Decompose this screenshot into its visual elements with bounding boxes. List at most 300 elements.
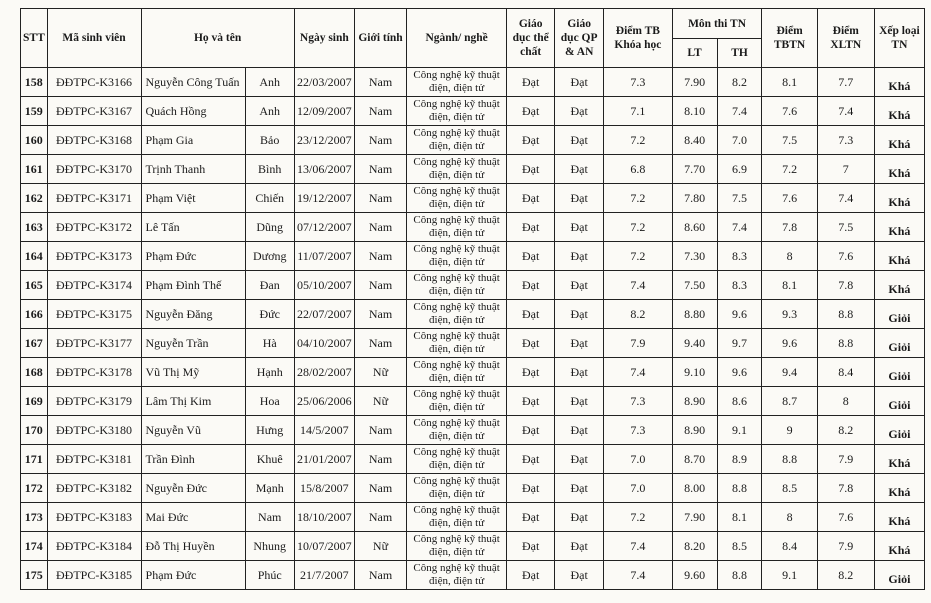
row-course-average: 7.3 — [604, 387, 672, 416]
row-rank: Khá — [874, 97, 924, 126]
row-xltn: 8.4 — [817, 358, 874, 387]
row-gender: Nam — [354, 416, 406, 445]
row-stt: 164 — [21, 242, 48, 271]
row-last-name: Nguyễn Trần — [141, 329, 245, 358]
row-student-code: ĐĐTPC-K3182 — [47, 474, 141, 503]
row-course-average: 7.9 — [604, 329, 672, 358]
row-rank: Giỏi — [874, 561, 924, 590]
row-last-name: Nguyễn Đăng — [141, 300, 245, 329]
row-major: Công nghệ kỹ thuật điện, điện tử — [407, 329, 507, 358]
row-major: Công nghệ kỹ thuật điện, điện tử — [407, 126, 507, 155]
table-row — [21, 271, 925, 300]
row-defense-education: Đạt — [555, 184, 604, 213]
row-major: Công nghệ kỹ thuật điện, điện tử — [407, 213, 507, 242]
table-row — [21, 329, 925, 358]
row-major: Công nghệ kỹ thuật điện, điện tử — [407, 155, 507, 184]
row-last-name: Phạm Đức — [141, 561, 245, 590]
table-row — [21, 97, 925, 126]
row-course-average: 7.2 — [604, 184, 672, 213]
table-row — [21, 503, 925, 532]
row-xltn: 7.8 — [817, 474, 874, 503]
row-stt: 159 — [21, 97, 48, 126]
table-row — [21, 445, 925, 474]
row-physical-education: Đạt — [507, 126, 555, 155]
row-first-name: Khuê — [245, 445, 294, 474]
row-tbtn: 7.2 — [762, 155, 817, 184]
row-first-name: Bình — [245, 155, 294, 184]
row-major: Công nghệ kỹ thuật điện, điện tử — [407, 68, 507, 97]
row-lt-score: 7.70 — [672, 155, 717, 184]
row-th-score: 7.0 — [717, 126, 762, 155]
row-stt: 172 — [21, 474, 48, 503]
table-row — [21, 155, 925, 184]
row-tbtn: 7.5 — [762, 126, 817, 155]
row-xltn: 7.6 — [817, 242, 874, 271]
row-last-name: Nguyễn Đức — [141, 474, 245, 503]
row-xltn: 8.8 — [817, 329, 874, 358]
row-lt-score: 8.60 — [672, 213, 717, 242]
row-stt: 163 — [21, 213, 48, 242]
row-dob: 19/12/2007 — [294, 184, 354, 213]
row-dob: 04/10/2007 — [294, 329, 354, 358]
row-first-name: Phúc — [245, 561, 294, 590]
table-row — [21, 184, 925, 213]
row-first-name: Nam — [245, 503, 294, 532]
row-xltn: 7.7 — [817, 68, 874, 97]
table-row — [21, 474, 925, 503]
row-tbtn: 9.1 — [762, 561, 817, 590]
row-physical-education: Đạt — [507, 184, 555, 213]
row-stt: 169 — [21, 387, 48, 416]
row-course-average: 7.2 — [604, 126, 672, 155]
row-course-average: 7.4 — [604, 532, 672, 561]
row-physical-education: Đạt — [507, 213, 555, 242]
row-th-score: 8.8 — [717, 474, 762, 503]
row-lt-score: 8.70 — [672, 445, 717, 474]
row-lt-score: 7.90 — [672, 68, 717, 97]
row-stt: 170 — [21, 416, 48, 445]
row-tbtn: 8.7 — [762, 387, 817, 416]
row-physical-education: Đạt — [507, 271, 555, 300]
row-dob: 15/8/2007 — [294, 474, 354, 503]
row-physical-education: Đạt — [507, 561, 555, 590]
row-dob: 11/07/2007 — [294, 242, 354, 271]
row-student-code: ĐĐTPC-K3166 — [47, 68, 141, 97]
row-course-average: 7.3 — [604, 416, 672, 445]
table-body — [21, 68, 925, 590]
row-physical-education: Đạt — [507, 155, 555, 184]
row-gender: Nữ — [354, 532, 406, 561]
row-th-score: 6.9 — [717, 155, 762, 184]
row-rank: Khá — [874, 242, 924, 271]
header-rank: Xếp loại TN — [874, 9, 924, 68]
row-lt-score: 7.50 — [672, 271, 717, 300]
row-rank: Khá — [874, 445, 924, 474]
row-major: Công nghệ kỹ thuật điện, điện tử — [407, 445, 507, 474]
row-dob: 23/12/2007 — [294, 126, 354, 155]
row-lt-score: 8.00 — [672, 474, 717, 503]
row-tbtn: 8.4 — [762, 532, 817, 561]
row-defense-education: Đạt — [555, 503, 604, 532]
header-student-code: Mã sinh viên — [47, 9, 141, 68]
row-rank: Khá — [874, 184, 924, 213]
row-student-code: ĐĐTPC-K3174 — [47, 271, 141, 300]
row-last-name: Phạm Đình Thế — [141, 271, 245, 300]
row-last-name: Quách Hồng — [141, 97, 245, 126]
row-physical-education: Đạt — [507, 387, 555, 416]
row-student-code: ĐĐTPC-K3184 — [47, 532, 141, 561]
header-exam-subjects: Môn thi TN — [672, 9, 762, 39]
row-course-average: 8.2 — [604, 300, 672, 329]
row-defense-education: Đạt — [555, 271, 604, 300]
row-rank: Khá — [874, 126, 924, 155]
row-th-score: 7.4 — [717, 97, 762, 126]
row-stt: 158 — [21, 68, 48, 97]
row-last-name: Đỗ Thị Huyền — [141, 532, 245, 561]
row-rank: Giỏi — [874, 387, 924, 416]
graduation-results-table — [20, 8, 925, 590]
row-first-name: Đức — [245, 300, 294, 329]
row-xltn: 7.9 — [817, 445, 874, 474]
row-th-score: 8.8 — [717, 561, 762, 590]
row-tbtn: 9.4 — [762, 358, 817, 387]
row-dob: 05/10/2007 — [294, 271, 354, 300]
row-course-average: 7.4 — [604, 561, 672, 590]
row-defense-education: Đạt — [555, 242, 604, 271]
row-tbtn: 9.6 — [762, 329, 817, 358]
row-rank: Khá — [874, 213, 924, 242]
row-first-name: Hưng — [245, 416, 294, 445]
header-lt: LT — [672, 39, 717, 68]
row-tbtn: 8 — [762, 242, 817, 271]
row-xltn: 7.9 — [817, 532, 874, 561]
row-th-score: 8.1 — [717, 503, 762, 532]
row-xltn: 8.2 — [817, 416, 874, 445]
row-lt-score: 7.80 — [672, 184, 717, 213]
row-course-average: 7.2 — [604, 503, 672, 532]
row-gender: Nam — [354, 126, 406, 155]
row-rank: Giỏi — [874, 300, 924, 329]
row-rank: Giỏi — [874, 416, 924, 445]
row-major: Công nghệ kỹ thuật điện, điện tử — [407, 416, 507, 445]
row-xltn: 7.4 — [817, 97, 874, 126]
row-gender: Nam — [354, 271, 406, 300]
row-th-score: 8.3 — [717, 271, 762, 300]
row-last-name: Nguyễn Công Tuấn — [141, 68, 245, 97]
row-first-name: Anh — [245, 68, 294, 97]
row-stt: 162 — [21, 184, 48, 213]
row-course-average: 7.0 — [604, 474, 672, 503]
table-row — [21, 242, 925, 271]
row-tbtn: 7.6 — [762, 97, 817, 126]
row-lt-score: 7.90 — [672, 503, 717, 532]
row-defense-education: Đạt — [555, 532, 604, 561]
row-physical-education: Đạt — [507, 358, 555, 387]
row-defense-education: Đạt — [555, 445, 604, 474]
row-physical-education: Đạt — [507, 68, 555, 97]
row-first-name: Hoa — [245, 387, 294, 416]
row-course-average: 7.4 — [604, 271, 672, 300]
row-student-code: ĐĐTPC-K3168 — [47, 126, 141, 155]
row-tbtn: 8 — [762, 503, 817, 532]
row-physical-education: Đạt — [507, 97, 555, 126]
row-stt: 167 — [21, 329, 48, 358]
row-stt: 175 — [21, 561, 48, 590]
row-last-name: Phạm Việt — [141, 184, 245, 213]
row-last-name: Nguyễn Vũ — [141, 416, 245, 445]
row-gender: Nam — [354, 561, 406, 590]
row-defense-education: Đạt — [555, 126, 604, 155]
row-xltn: 7.6 — [817, 503, 874, 532]
row-first-name: Dương — [245, 242, 294, 271]
row-xltn: 8 — [817, 387, 874, 416]
row-first-name: Hà — [245, 329, 294, 358]
row-physical-education: Đạt — [507, 445, 555, 474]
row-th-score: 8.5 — [717, 532, 762, 561]
header-tbtn: Điểm TBTN — [762, 9, 817, 68]
row-rank: Khá — [874, 474, 924, 503]
row-major: Công nghệ kỹ thuật điện, điện tử — [407, 474, 507, 503]
row-physical-education: Đạt — [507, 503, 555, 532]
row-gender: Nam — [354, 503, 406, 532]
header-physical-education: Giáo dục thể chất — [507, 9, 555, 68]
row-student-code: ĐĐTPC-K3171 — [47, 184, 141, 213]
row-lt-score: 8.90 — [672, 387, 717, 416]
row-lt-score: 8.20 — [672, 532, 717, 561]
table-row — [21, 532, 925, 561]
row-course-average: 7.0 — [604, 445, 672, 474]
table-row — [21, 561, 925, 590]
row-th-score: 8.9 — [717, 445, 762, 474]
row-th-score: 8.6 — [717, 387, 762, 416]
row-defense-education: Đạt — [555, 213, 604, 242]
row-xltn: 7.5 — [817, 213, 874, 242]
row-gender: Nam — [354, 300, 406, 329]
row-lt-score: 7.30 — [672, 242, 717, 271]
row-student-code: ĐĐTPC-K3183 — [47, 503, 141, 532]
row-gender: Nam — [354, 445, 406, 474]
row-student-code: ĐĐTPC-K3181 — [47, 445, 141, 474]
row-student-code: ĐĐTPC-K3177 — [47, 329, 141, 358]
row-defense-education: Đạt — [555, 155, 604, 184]
row-stt: 174 — [21, 532, 48, 561]
row-major: Công nghệ kỹ thuật điện, điện tử — [407, 97, 507, 126]
row-defense-education: Đạt — [555, 300, 604, 329]
row-xltn: 7 — [817, 155, 874, 184]
row-lt-score: 9.10 — [672, 358, 717, 387]
row-stt: 173 — [21, 503, 48, 532]
row-rank: Khá — [874, 271, 924, 300]
row-dob: 22/03/2007 — [294, 68, 354, 97]
row-defense-education: Đạt — [555, 387, 604, 416]
row-last-name: Phạm Đức — [141, 242, 245, 271]
header-gender: Giới tính — [354, 9, 406, 68]
row-gender: Nam — [354, 97, 406, 126]
row-lt-score: 8.40 — [672, 126, 717, 155]
table-header — [21, 9, 925, 68]
row-rank: Khá — [874, 532, 924, 561]
row-stt: 171 — [21, 445, 48, 474]
row-dob: 18/10/2007 — [294, 503, 354, 532]
row-gender: Nam — [354, 242, 406, 271]
row-gender: Nam — [354, 155, 406, 184]
row-major: Công nghệ kỹ thuật điện, điện tử — [407, 532, 507, 561]
row-stt: 165 — [21, 271, 48, 300]
row-student-code: ĐĐTPC-K3175 — [47, 300, 141, 329]
row-stt: 166 — [21, 300, 48, 329]
row-major: Công nghệ kỹ thuật điện, điện tử — [407, 358, 507, 387]
row-stt: 161 — [21, 155, 48, 184]
table-row — [21, 68, 925, 97]
row-defense-education: Đạt — [555, 97, 604, 126]
row-stt: 168 — [21, 358, 48, 387]
row-last-name: Phạm Gia — [141, 126, 245, 155]
row-rank: Khá — [874, 503, 924, 532]
row-xltn: 7.4 — [817, 184, 874, 213]
table-row — [21, 300, 925, 329]
row-lt-score: 8.10 — [672, 97, 717, 126]
table-row — [21, 213, 925, 242]
row-course-average: 7.2 — [604, 242, 672, 271]
row-defense-education: Đạt — [555, 329, 604, 358]
row-tbtn: 8.1 — [762, 271, 817, 300]
row-th-score: 8.2 — [717, 68, 762, 97]
row-first-name: Đan — [245, 271, 294, 300]
row-first-name: Chiến — [245, 184, 294, 213]
row-gender: Nam — [354, 329, 406, 358]
row-course-average: 6.8 — [604, 155, 672, 184]
row-first-name: Mạnh — [245, 474, 294, 503]
row-dob: 22/07/2007 — [294, 300, 354, 329]
row-last-name: Lê Tấn — [141, 213, 245, 242]
row-th-score: 9.6 — [717, 358, 762, 387]
row-gender: Nam — [354, 213, 406, 242]
row-first-name: Dũng — [245, 213, 294, 242]
row-dob: 07/12/2007 — [294, 213, 354, 242]
row-physical-education: Đạt — [507, 329, 555, 358]
row-last-name: Lâm Thị Kim — [141, 387, 245, 416]
row-tbtn: 8.5 — [762, 474, 817, 503]
row-major: Công nghệ kỹ thuật điện, điện tử — [407, 503, 507, 532]
row-lt-score: 9.40 — [672, 329, 717, 358]
row-major: Công nghệ kỹ thuật điện, điện tử — [407, 184, 507, 213]
row-dob: 21/01/2007 — [294, 445, 354, 474]
row-xltn: 7.8 — [817, 271, 874, 300]
row-student-code: ĐĐTPC-K3173 — [47, 242, 141, 271]
row-gender: Nam — [354, 68, 406, 97]
row-major: Công nghệ kỹ thuật điện, điện tử — [407, 387, 507, 416]
row-physical-education: Đạt — [507, 300, 555, 329]
row-gender: Nam — [354, 474, 406, 503]
row-dob: 28/02/2007 — [294, 358, 354, 387]
row-physical-education: Đạt — [507, 532, 555, 561]
table-row — [21, 416, 925, 445]
row-th-score: 7.5 — [717, 184, 762, 213]
row-lt-score: 8.80 — [672, 300, 717, 329]
header-full-name: Họ và tên — [141, 9, 294, 68]
row-physical-education: Đạt — [507, 416, 555, 445]
row-rank: Giỏi — [874, 329, 924, 358]
header-th: TH — [717, 39, 762, 68]
row-rank: Khá — [874, 155, 924, 184]
row-defense-education: Đạt — [555, 561, 604, 590]
row-gender: Nam — [354, 184, 406, 213]
table-row — [21, 387, 925, 416]
row-tbtn: 7.6 — [762, 184, 817, 213]
row-tbtn: 8.1 — [762, 68, 817, 97]
row-tbtn: 9 — [762, 416, 817, 445]
row-last-name: Mai Đức — [141, 503, 245, 532]
row-course-average: 7.2 — [604, 213, 672, 242]
row-student-code: ĐĐTPC-K3167 — [47, 97, 141, 126]
results-sheet — [20, 8, 925, 590]
header-xltn: Điểm XLTN — [817, 9, 874, 68]
row-student-code: ĐĐTPC-K3172 — [47, 213, 141, 242]
row-course-average: 7.3 — [604, 68, 672, 97]
row-th-score: 8.3 — [717, 242, 762, 271]
row-dob: 25/06/2006 — [294, 387, 354, 416]
row-major: Công nghệ kỹ thuật điện, điện tử — [407, 561, 507, 590]
row-physical-education: Đạt — [507, 474, 555, 503]
row-tbtn: 7.8 — [762, 213, 817, 242]
row-gender: Nữ — [354, 358, 406, 387]
row-dob: 13/06/2007 — [294, 155, 354, 184]
row-defense-education: Đạt — [555, 68, 604, 97]
row-first-name: Anh — [245, 97, 294, 126]
row-first-name: Hạnh — [245, 358, 294, 387]
row-lt-score: 9.60 — [672, 561, 717, 590]
row-rank: Giỏi — [874, 358, 924, 387]
header-defense-education: Giáo dục QP & AN — [555, 9, 604, 68]
row-course-average: 7.4 — [604, 358, 672, 387]
row-major: Công nghệ kỹ thuật điện, điện tử — [407, 300, 507, 329]
header-course-average: Điểm TB Khóa học — [604, 9, 672, 68]
table-row — [21, 126, 925, 155]
row-last-name: Vũ Thị Mỹ — [141, 358, 245, 387]
row-stt: 160 — [21, 126, 48, 155]
row-dob: 12/09/2007 — [294, 97, 354, 126]
row-xltn: 8.2 — [817, 561, 874, 590]
row-last-name: Trần Đình — [141, 445, 245, 474]
row-th-score: 9.1 — [717, 416, 762, 445]
header-stt: STT — [21, 9, 48, 68]
row-last-name: Trịnh Thanh — [141, 155, 245, 184]
row-gender: Nữ — [354, 387, 406, 416]
row-xltn: 8.8 — [817, 300, 874, 329]
row-defense-education: Đạt — [555, 358, 604, 387]
row-tbtn: 8.8 — [762, 445, 817, 474]
row-dob: 14/5/2007 — [294, 416, 354, 445]
row-first-name: Bảo — [245, 126, 294, 155]
row-first-name: Nhung — [245, 532, 294, 561]
header-dob: Ngày sinh — [294, 9, 354, 68]
row-th-score: 7.4 — [717, 213, 762, 242]
row-rank: Khá — [874, 68, 924, 97]
row-tbtn: 9.3 — [762, 300, 817, 329]
row-student-code: ĐĐTPC-K3185 — [47, 561, 141, 590]
row-course-average: 7.1 — [604, 97, 672, 126]
header-major: Ngành/ nghề — [407, 9, 507, 68]
row-xltn: 7.3 — [817, 126, 874, 155]
row-physical-education: Đạt — [507, 242, 555, 271]
table-row — [21, 358, 925, 387]
row-lt-score: 8.90 — [672, 416, 717, 445]
row-student-code: ĐĐTPC-K3180 — [47, 416, 141, 445]
row-dob: 10/07/2007 — [294, 532, 354, 561]
row-major: Công nghệ kỹ thuật điện, điện tử — [407, 242, 507, 271]
row-th-score: 9.6 — [717, 300, 762, 329]
row-student-code: ĐĐTPC-K3179 — [47, 387, 141, 416]
